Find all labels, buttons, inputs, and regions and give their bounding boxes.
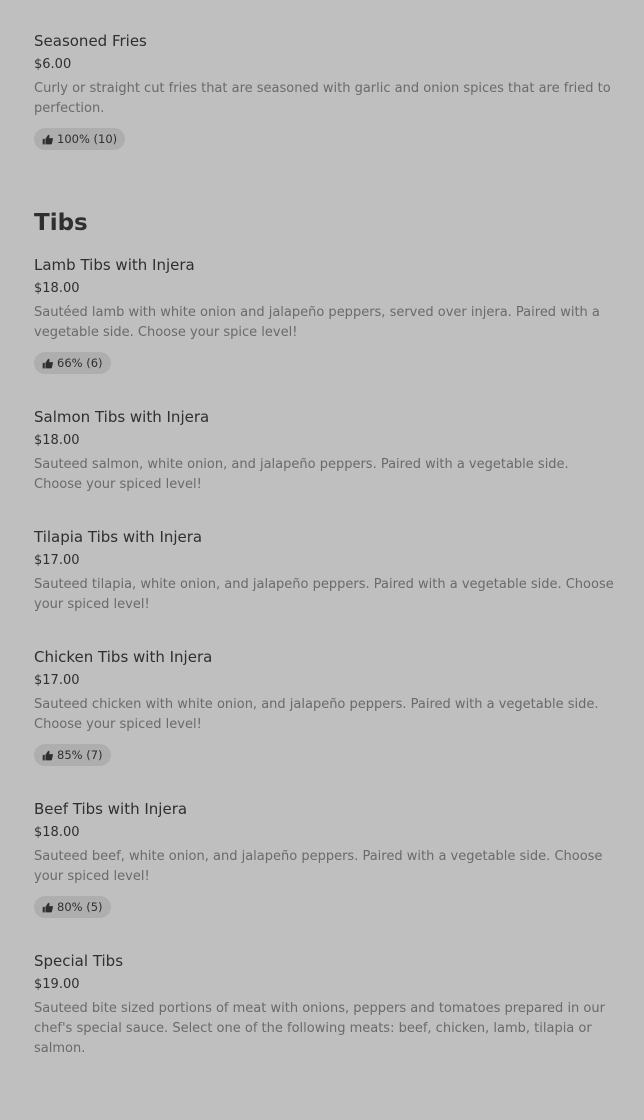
menu-item-name: Seasoned Fries bbox=[34, 32, 147, 50]
menu-item-price: $6.00 bbox=[34, 57, 72, 72]
menu-item-description: Sauteed salmon, white onion, and jalapeño peppers. Paired with a vegetable side. Choose your spiced level! bbox=[34, 457, 569, 492]
menu-item-price: $17.00 bbox=[34, 673, 80, 688]
rating-text: 85% (7) bbox=[57, 748, 103, 762]
thumbs-up-icon bbox=[42, 134, 53, 145]
menu-item-name: Chicken Tibs with Injera bbox=[34, 648, 213, 666]
menu-item-chicken-tibs[interactable] bbox=[34, 647, 620, 762]
menu-item-description: Sauteed bite sized portions of meat with onions, peppers and tomatoes prepared in our chef's special sauce. Select one of the following meats: beef, chicken, lamb, tilapia or salmon. bbox=[34, 1001, 605, 1056]
menu-item-description: Sauteed beef, white onion, and jalapeño peppers. Paired with a vegetable side. Choose your spiced level! bbox=[34, 849, 603, 884]
menu-item-price: $18.00 bbox=[34, 433, 80, 448]
rating-text: 100% (10) bbox=[57, 132, 118, 146]
menu-item-beef-tibs[interactable] bbox=[34, 799, 620, 914]
thumbs-up-icon bbox=[42, 358, 53, 369]
menu-item-price: $19.00 bbox=[34, 977, 80, 992]
menu-item-name: Special Tibs bbox=[34, 952, 124, 970]
menu-item-name: Tilapia Tibs with Injera bbox=[34, 528, 203, 546]
menu-item-lamb-tibs[interactable] bbox=[34, 255, 620, 370]
rating-badge bbox=[34, 128, 125, 150]
menu-item-salmon-tibs[interactable] bbox=[34, 407, 620, 492]
menu-item-special-tibs[interactable] bbox=[34, 951, 620, 1056]
menu-item-tilapia-tibs[interactable] bbox=[34, 527, 620, 612]
menu-item-description: Sauteed chicken with white onion, and jalapeño peppers. Paired with a vegetable side. Choose your spiced level! bbox=[34, 697, 599, 732]
rating-text: 66% (6) bbox=[57, 356, 103, 370]
menu-item-name: Beef Tibs with Injera bbox=[34, 800, 188, 818]
rating-badge bbox=[34, 896, 111, 918]
menu-item-price: $17.00 bbox=[34, 553, 80, 568]
menu-item-seasoned-fries[interactable] bbox=[34, 31, 620, 146]
menu-item-name: Salmon Tibs with Injera bbox=[34, 408, 210, 426]
section-title-tibs: Tibs bbox=[34, 210, 88, 236]
thumbs-up-icon bbox=[42, 750, 53, 761]
menu-item-name: Lamb Tibs with Injera bbox=[34, 256, 195, 274]
rating-text: 80% (5) bbox=[57, 900, 103, 914]
menu-item-description: Sauteed tilapia, white onion, and jalapeño peppers. Paired with a vegetable side. Choose your spiced level! bbox=[34, 577, 614, 612]
rating-badge bbox=[34, 352, 111, 374]
menu-item-description: Curly or straight cut fries that are seasoned with garlic and onion spices that are fried to perfection. bbox=[34, 81, 611, 116]
menu-item-price: $18.00 bbox=[34, 825, 80, 840]
menu-item-price: $18.00 bbox=[34, 281, 80, 296]
thumbs-up-icon bbox=[42, 902, 53, 913]
rating-badge bbox=[34, 744, 111, 766]
menu-item-description: Sautéed lamb with white onion and jalapeño peppers, served over injera. Paired with a vegetable side. Choose your spice level! bbox=[34, 305, 600, 340]
